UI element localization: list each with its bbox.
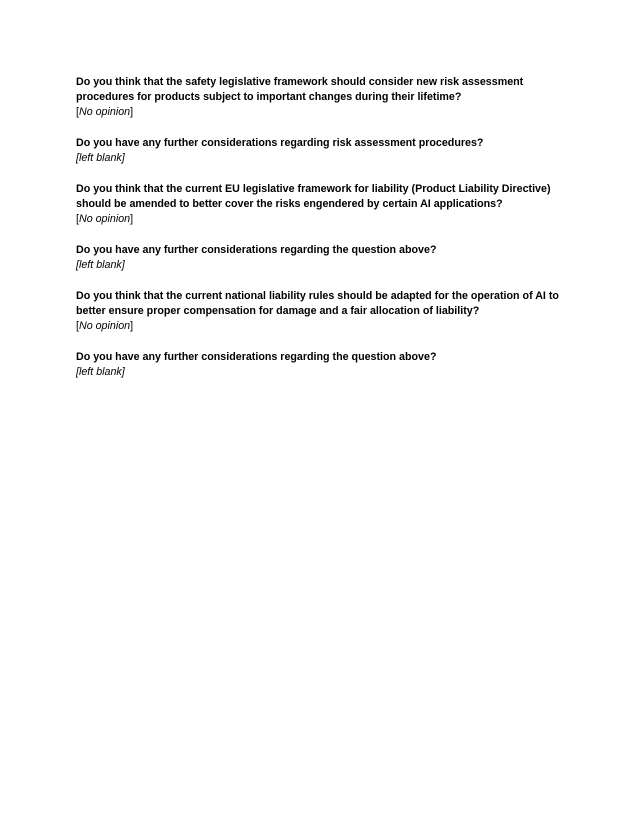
answer-text: [No opinion] bbox=[76, 213, 134, 226]
answer-text: [left blank] bbox=[76, 152, 125, 165]
answer-value: No opinion bbox=[78, 213, 131, 226]
answer-text: [No opinion] bbox=[76, 320, 134, 332]
answer-text: [left blank] bbox=[76, 259, 125, 271]
qa-block bbox=[76, 136, 576, 166]
document-page bbox=[76, 75, 576, 395]
question-text: Do you have any further considerations regarding the question above? bbox=[76, 243, 437, 256]
answer-text: [No opinion] bbox=[76, 106, 134, 119]
question-text: Do you have any further considerations regarding risk assessment procedures? bbox=[76, 137, 484, 149]
answer-value: No opinion bbox=[78, 106, 131, 119]
qa-block bbox=[76, 243, 576, 273]
answer-value: No opinion bbox=[78, 320, 131, 332]
qa-block bbox=[76, 182, 576, 228]
qa-block bbox=[76, 289, 576, 335]
question-text: Do you think that the current EU legislative framework for liability (Product Liability Directive) should be amended to better cover the risks engendered by certain AI applications? bbox=[76, 182, 551, 210]
answer-text: [left blank] bbox=[76, 365, 125, 378]
question-text: Do you have any further considerations regarding the question above? bbox=[76, 350, 437, 363]
question-text: Do you think that the current national liability rules should be adapted for the operation of AI to better ensure proper compensation for damage and a fair allocation of liability? bbox=[76, 289, 559, 317]
qa-block bbox=[76, 350, 576, 380]
qa-block bbox=[76, 75, 576, 121]
question-text: Do you think that the safety legislative framework should consider new risk assessment procedures for products subject to important changes during their lifetime? bbox=[76, 76, 524, 104]
